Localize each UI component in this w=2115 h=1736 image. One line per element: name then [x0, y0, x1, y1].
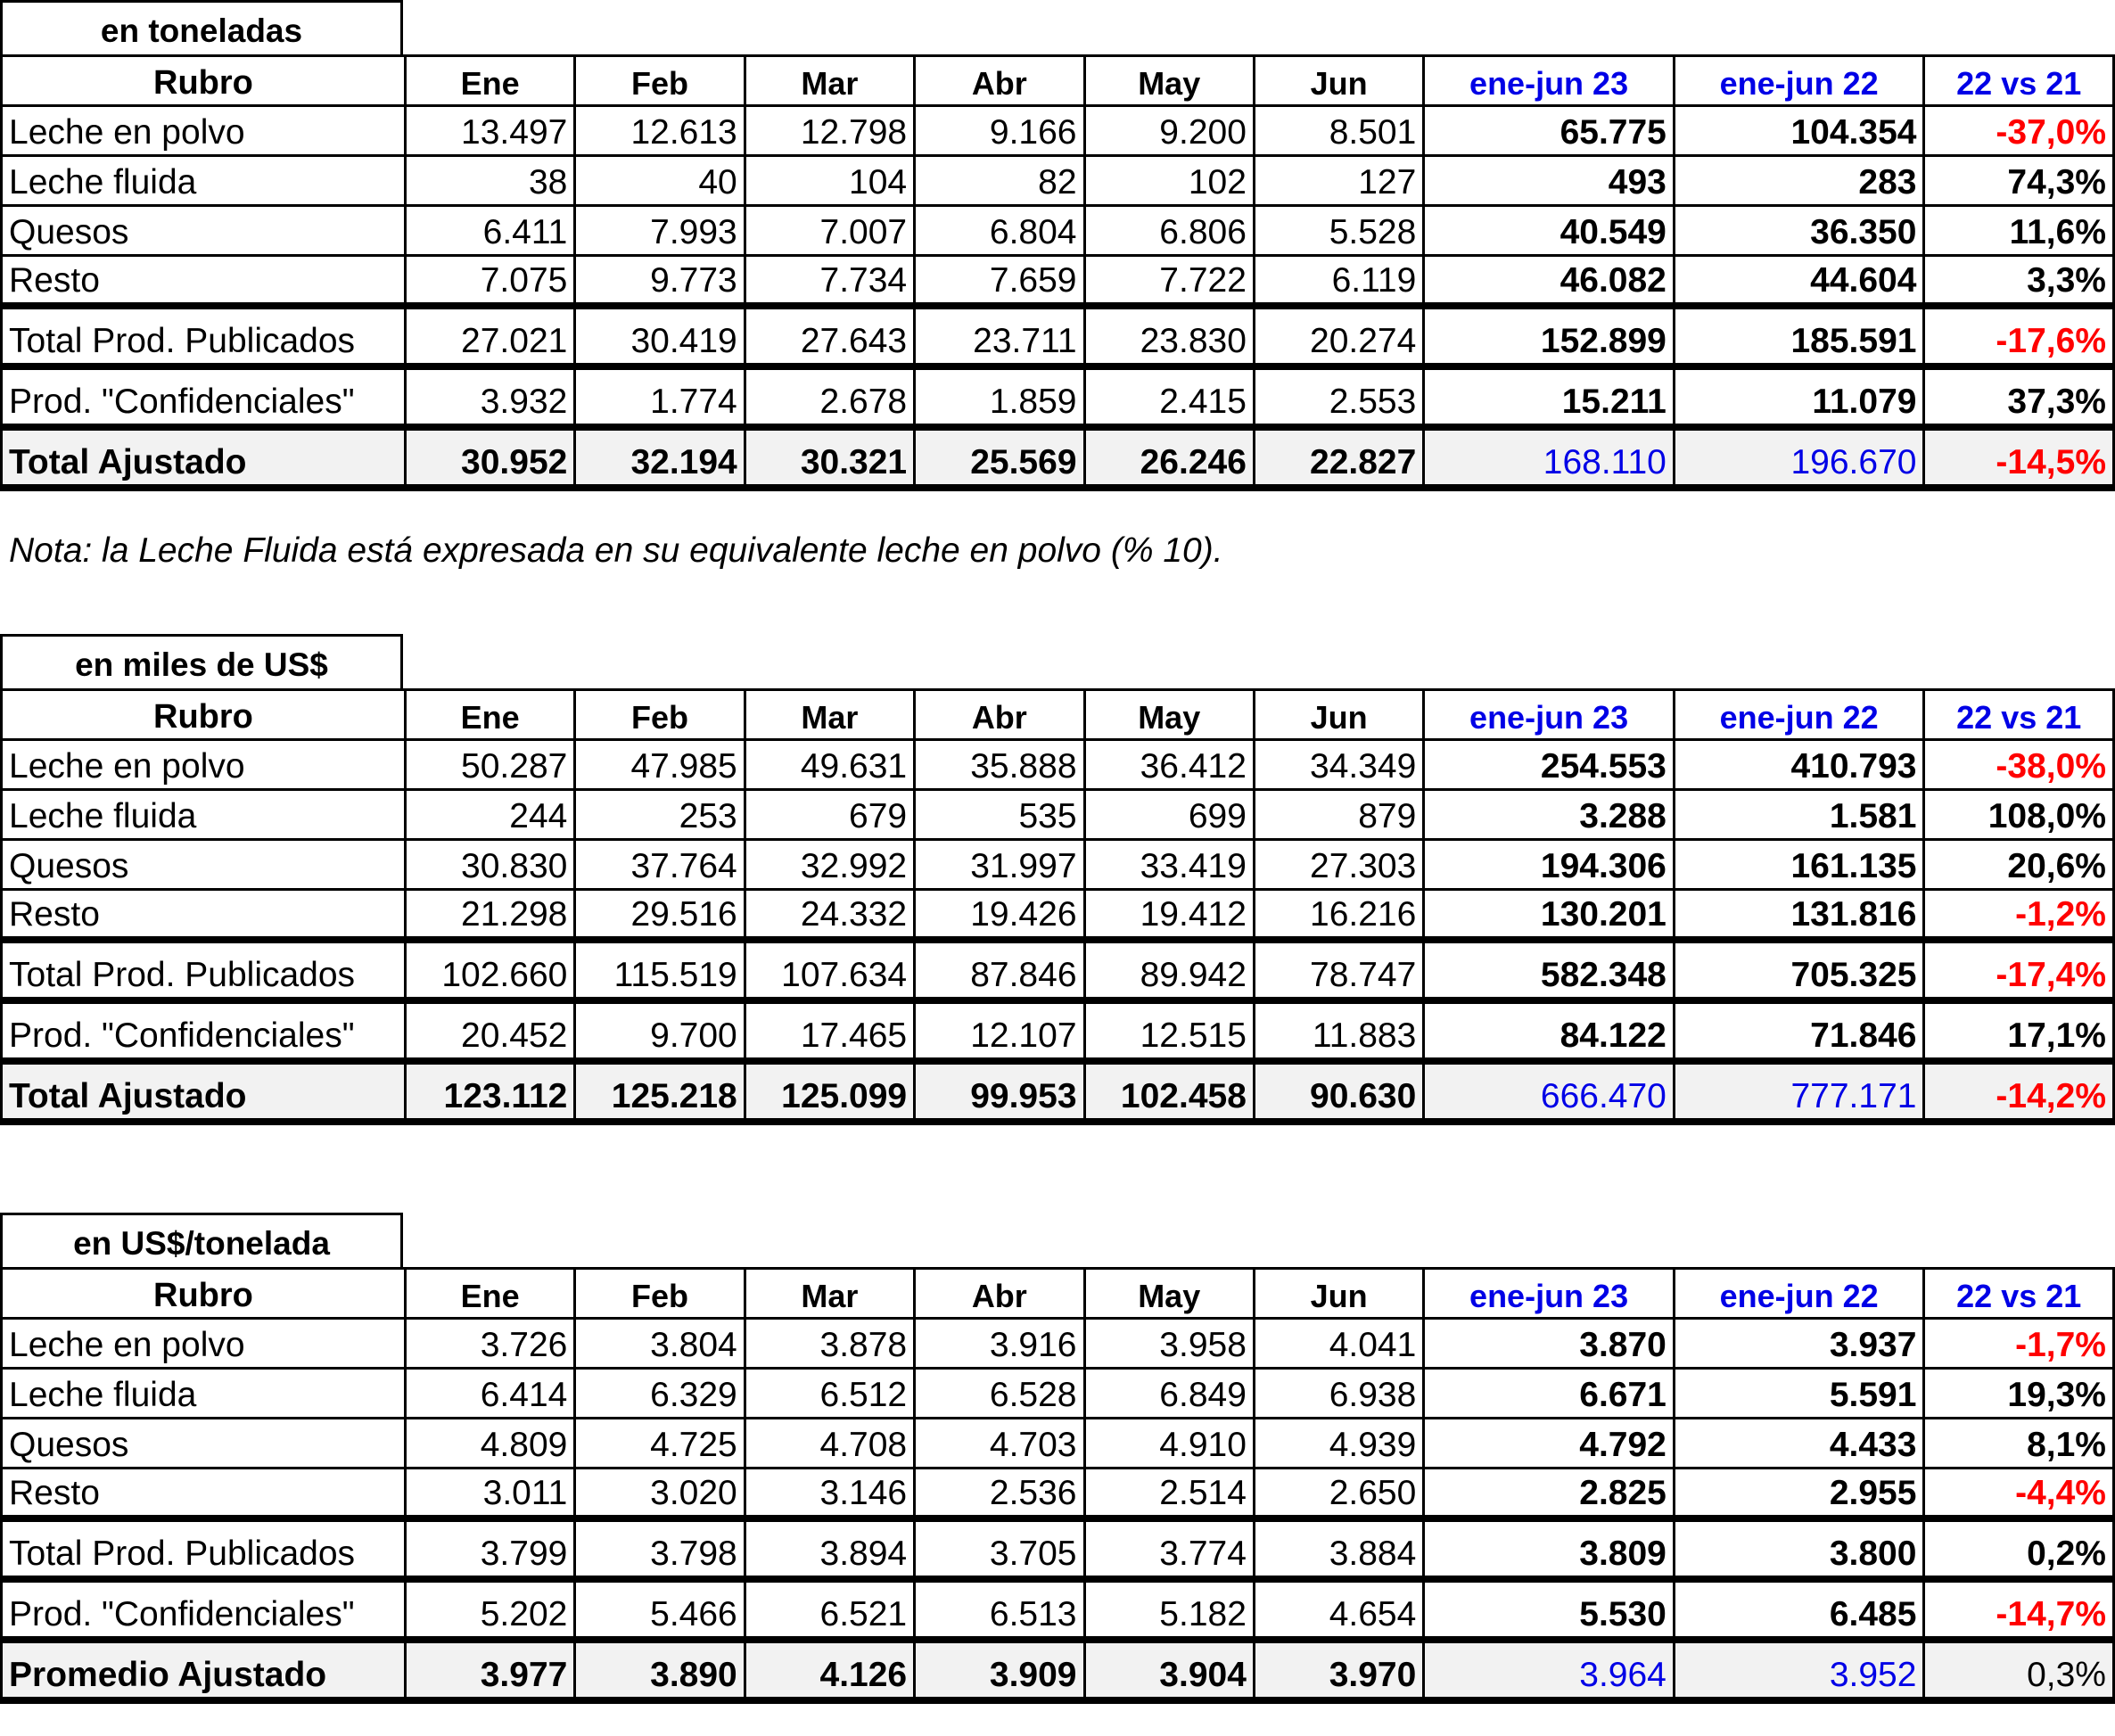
month-value-cell: 13.497 — [405, 106, 574, 156]
month-value-cell: 6.849 — [1084, 1369, 1254, 1419]
table-row — [2, 1419, 2114, 1469]
change-percent-cell: 8,1% — [1924, 1419, 2114, 1469]
month-value-cell: 27.643 — [745, 306, 914, 366]
month-value-cell: 7.722 — [1084, 256, 1254, 306]
month-value-cell: 3.799 — [405, 1518, 574, 1579]
month-value-cell: 32.194 — [575, 427, 745, 488]
table-row — [2, 790, 2114, 840]
month-value-cell: 30.952 — [405, 427, 574, 488]
row-label: Total Ajustado — [2, 1061, 406, 1122]
month-value-cell: 90.630 — [1254, 1061, 1423, 1122]
month-value-cell: 4.910 — [1084, 1419, 1254, 1469]
table-row — [2, 940, 2114, 1000]
month-value-cell: 23.830 — [1084, 306, 1254, 366]
month-value-cell: 104 — [745, 156, 914, 206]
row-label: Leche fluida — [2, 790, 406, 840]
row-label: Resto — [2, 890, 406, 940]
sum-2022-cell: 71.846 — [1674, 1000, 1924, 1061]
row-label: Total Prod. Publicados — [2, 306, 406, 366]
month-value-cell: 7.993 — [575, 206, 745, 256]
month-value-cell: 3.774 — [1084, 1518, 1254, 1579]
month-value-cell: 102 — [1084, 156, 1254, 206]
month-value-cell: 879 — [1254, 790, 1423, 840]
row-label: Quesos — [2, 206, 406, 256]
change-percent-cell: 37,3% — [1924, 366, 2114, 427]
change-percent-cell: 11,6% — [1924, 206, 2114, 256]
table-row — [2, 1369, 2114, 1419]
table-row — [2, 366, 2114, 427]
month-value-cell: 4.725 — [575, 1419, 745, 1469]
column-header: May — [1084, 690, 1254, 740]
month-value-cell: 8.501 — [1254, 106, 1423, 156]
column-header: Rubro — [2, 690, 406, 740]
sum-2023-cell: 40.549 — [1424, 206, 1675, 256]
month-value-cell: 102.458 — [1084, 1061, 1254, 1122]
sum-2022-cell: 3.952 — [1674, 1640, 1924, 1700]
row-label: Prod. "Confidenciales" — [2, 366, 406, 427]
month-value-cell: 7.734 — [745, 256, 914, 306]
month-value-cell: 50.287 — [405, 740, 574, 790]
sum-2022-cell: 185.591 — [1674, 306, 1924, 366]
month-value-cell: 21.298 — [405, 890, 574, 940]
row-label: Leche fluida — [2, 1369, 406, 1419]
month-value-cell: 115.519 — [575, 940, 745, 1000]
footnote: Nota: la Leche Fluida está expresada en su equivalente leche en polvo (% 10). — [9, 531, 1223, 570]
month-value-cell: 9.200 — [1084, 106, 1254, 156]
month-value-cell: 3.890 — [575, 1640, 745, 1700]
month-value-cell: 3.932 — [405, 366, 574, 427]
month-value-cell: 244 — [405, 790, 574, 840]
month-value-cell: 20.452 — [405, 1000, 574, 1061]
sum-2022-cell: 161.135 — [1674, 840, 1924, 890]
row-label: Promedio Ajustado — [2, 1640, 406, 1700]
month-value-cell: 6.513 — [915, 1579, 1084, 1640]
month-value-cell: 3.916 — [915, 1319, 1084, 1369]
month-value-cell: 6.806 — [1084, 206, 1254, 256]
month-value-cell: 5.466 — [575, 1579, 745, 1640]
month-value-cell: 20.274 — [1254, 306, 1423, 366]
month-value-cell: 127 — [1254, 156, 1423, 206]
month-value-cell: 3.894 — [745, 1518, 914, 1579]
month-value-cell: 4.809 — [405, 1419, 574, 1469]
month-value-cell: 36.412 — [1084, 740, 1254, 790]
sum-2023-cell: 254.553 — [1424, 740, 1675, 790]
sum-2022-cell: 3.937 — [1674, 1319, 1924, 1369]
change-percent-cell: 0,3% — [1924, 1640, 2114, 1700]
month-value-cell: 12.107 — [915, 1000, 1084, 1061]
row-label: Resto — [2, 1469, 406, 1518]
row-label: Total Prod. Publicados — [2, 1518, 406, 1579]
change-percent-cell: 74,3% — [1924, 156, 2114, 206]
table-row — [2, 890, 2114, 940]
change-percent-cell: 0,2% — [1924, 1518, 2114, 1579]
month-value-cell: 2.678 — [745, 366, 914, 427]
month-value-cell: 4.654 — [1254, 1579, 1423, 1640]
sum-2023-cell: 666.470 — [1424, 1061, 1675, 1122]
month-value-cell: 699 — [1084, 790, 1254, 840]
change-percent-cell: -38,0% — [1924, 740, 2114, 790]
month-value-cell: 4.703 — [915, 1419, 1084, 1469]
month-value-cell: 33.419 — [1084, 840, 1254, 890]
month-value-cell: 679 — [745, 790, 914, 840]
table-row — [2, 427, 2114, 488]
table-row — [2, 1469, 2114, 1518]
month-value-cell: 123.112 — [405, 1061, 574, 1122]
header-row — [2, 56, 2114, 106]
month-value-cell: 7.075 — [405, 256, 574, 306]
column-header: Abr — [915, 690, 1084, 740]
month-value-cell: 5.528 — [1254, 206, 1423, 256]
column-header: ene-jun 22 — [1674, 1269, 1924, 1319]
column-header: 22 vs 21 — [1924, 690, 2114, 740]
row-label: Quesos — [2, 840, 406, 890]
sum-2023-cell: 3.964 — [1424, 1640, 1675, 1700]
month-value-cell: 6.119 — [1254, 256, 1423, 306]
month-value-cell: 6.411 — [405, 206, 574, 256]
sum-2023-cell: 65.775 — [1424, 106, 1675, 156]
month-value-cell: 3.011 — [405, 1469, 574, 1518]
month-value-cell: 12.613 — [575, 106, 745, 156]
sum-2022-cell: 777.171 — [1674, 1061, 1924, 1122]
column-header: Ene — [405, 1269, 574, 1319]
row-label: Prod. "Confidenciales" — [2, 1579, 406, 1640]
table-row — [2, 1061, 2114, 1122]
change-percent-cell: -37,0% — [1924, 106, 2114, 156]
sum-2023-cell: 46.082 — [1424, 256, 1675, 306]
month-value-cell: 29.516 — [575, 890, 745, 940]
table-row — [2, 1640, 2114, 1700]
month-value-cell: 30.419 — [575, 306, 745, 366]
month-value-cell: 6.521 — [745, 1579, 914, 1640]
column-header: Mar — [745, 56, 914, 106]
month-value-cell: 12.515 — [1084, 1000, 1254, 1061]
table-row — [2, 1319, 2114, 1369]
month-value-cell: 3.726 — [405, 1319, 574, 1369]
table-row — [2, 256, 2114, 306]
change-percent-cell: 108,0% — [1924, 790, 2114, 840]
month-value-cell: 27.303 — [1254, 840, 1423, 890]
month-value-cell: 253 — [575, 790, 745, 840]
month-value-cell: 26.246 — [1084, 427, 1254, 488]
month-value-cell: 3.977 — [405, 1640, 574, 1700]
month-value-cell: 12.798 — [745, 106, 914, 156]
column-header: ene-jun 23 — [1424, 690, 1675, 740]
column-header: Abr — [915, 56, 1084, 106]
sum-2022-cell: 3.800 — [1674, 1518, 1924, 1579]
month-value-cell: 89.942 — [1084, 940, 1254, 1000]
sum-2023-cell: 5.530 — [1424, 1579, 1675, 1640]
month-value-cell: 3.804 — [575, 1319, 745, 1369]
column-header: Mar — [745, 1269, 914, 1319]
month-value-cell: 6.528 — [915, 1369, 1084, 1419]
month-value-cell: 30.830 — [405, 840, 574, 890]
month-value-cell: 107.634 — [745, 940, 914, 1000]
month-value-cell: 78.747 — [1254, 940, 1423, 1000]
row-label: Leche en polvo — [2, 1319, 406, 1369]
sum-2023-cell: 3.870 — [1424, 1319, 1675, 1369]
month-value-cell: 17.465 — [745, 1000, 914, 1061]
sum-2023-cell: 194.306 — [1424, 840, 1675, 890]
sum-2022-cell: 410.793 — [1674, 740, 1924, 790]
month-value-cell: 1.774 — [575, 366, 745, 427]
month-value-cell: 4.041 — [1254, 1319, 1423, 1369]
table-caption: en US$/tonelada — [0, 1213, 403, 1267]
sum-2022-cell: 196.670 — [1674, 427, 1924, 488]
month-value-cell: 3.878 — [745, 1319, 914, 1369]
column-header: ene-jun 23 — [1424, 56, 1675, 106]
month-value-cell: 25.569 — [915, 427, 1084, 488]
data-table — [0, 1267, 2115, 1704]
sum-2022-cell: 104.354 — [1674, 106, 1924, 156]
month-value-cell: 102.660 — [405, 940, 574, 1000]
month-value-cell: 3.884 — [1254, 1518, 1423, 1579]
column-header: Ene — [405, 56, 574, 106]
month-value-cell: 9.700 — [575, 1000, 745, 1061]
row-label: Total Ajustado — [2, 427, 406, 488]
month-value-cell: 3.798 — [575, 1518, 745, 1579]
column-header: ene-jun 22 — [1674, 56, 1924, 106]
month-value-cell: 3.970 — [1254, 1640, 1423, 1700]
sum-2023-cell: 3.809 — [1424, 1518, 1675, 1579]
column-header: May — [1084, 1269, 1254, 1319]
month-value-cell: 99.953 — [915, 1061, 1084, 1122]
month-value-cell: 6.414 — [405, 1369, 574, 1419]
month-value-cell: 3.020 — [575, 1469, 745, 1518]
month-value-cell: 38 — [405, 156, 574, 206]
table-row — [2, 1518, 2114, 1579]
month-value-cell: 2.536 — [915, 1469, 1084, 1518]
row-label: Total Prod. Publicados — [2, 940, 406, 1000]
table-row — [2, 1579, 2114, 1640]
sum-2022-cell: 1.581 — [1674, 790, 1924, 840]
month-value-cell: 11.883 — [1254, 1000, 1423, 1061]
change-percent-cell: -4,4% — [1924, 1469, 2114, 1518]
sum-2022-cell: 131.816 — [1674, 890, 1924, 940]
column-header: Jun — [1254, 56, 1423, 106]
month-value-cell: 37.764 — [575, 840, 745, 890]
sum-2023-cell: 168.110 — [1424, 427, 1675, 488]
month-value-cell: 7.007 — [745, 206, 914, 256]
change-percent-cell: -17,4% — [1924, 940, 2114, 1000]
row-label: Leche en polvo — [2, 740, 406, 790]
table-row — [2, 106, 2114, 156]
month-value-cell: 3.705 — [915, 1518, 1084, 1579]
sum-2023-cell: 582.348 — [1424, 940, 1675, 1000]
column-header: Rubro — [2, 56, 406, 106]
month-value-cell: 9.773 — [575, 256, 745, 306]
month-value-cell: 1.859 — [915, 366, 1084, 427]
column-header: Feb — [575, 690, 745, 740]
sum-2023-cell: 130.201 — [1424, 890, 1675, 940]
month-value-cell: 87.846 — [915, 940, 1084, 1000]
month-value-cell: 31.997 — [915, 840, 1084, 890]
month-value-cell: 4.126 — [745, 1640, 914, 1700]
month-value-cell: 24.332 — [745, 890, 914, 940]
table-caption: en miles de US$ — [0, 634, 403, 688]
sum-2022-cell: 283 — [1674, 156, 1924, 206]
column-header: 22 vs 21 — [1924, 56, 2114, 106]
column-header: Rubro — [2, 1269, 406, 1319]
sum-2022-cell: 2.955 — [1674, 1469, 1924, 1518]
sum-2023-cell: 3.288 — [1424, 790, 1675, 840]
change-percent-cell: 20,6% — [1924, 840, 2114, 890]
row-label: Prod. "Confidenciales" — [2, 1000, 406, 1061]
table-row — [2, 840, 2114, 890]
change-percent-cell: -14,5% — [1924, 427, 2114, 488]
change-percent-cell: 3,3% — [1924, 256, 2114, 306]
month-value-cell: 5.202 — [405, 1579, 574, 1640]
month-value-cell: 6.329 — [575, 1369, 745, 1419]
month-value-cell: 22.827 — [1254, 427, 1423, 488]
sum-2022-cell: 11.079 — [1674, 366, 1924, 427]
change-percent-cell: -1,2% — [1924, 890, 2114, 940]
table-caption: en toneladas — [0, 0, 403, 54]
month-value-cell: 27.021 — [405, 306, 574, 366]
month-value-cell: 32.992 — [745, 840, 914, 890]
column-header: Mar — [745, 690, 914, 740]
column-header: Ene — [405, 690, 574, 740]
sum-2023-cell: 15.211 — [1424, 366, 1675, 427]
sum-2023-cell: 152.899 — [1424, 306, 1675, 366]
sum-2022-cell: 5.591 — [1674, 1369, 1924, 1419]
column-header: Feb — [575, 1269, 745, 1319]
sum-2022-cell: 36.350 — [1674, 206, 1924, 256]
month-value-cell: 2.650 — [1254, 1469, 1423, 1518]
month-value-cell: 30.321 — [745, 427, 914, 488]
sum-2023-cell: 493 — [1424, 156, 1675, 206]
month-value-cell: 82 — [915, 156, 1084, 206]
sum-2023-cell: 6.671 — [1424, 1369, 1675, 1419]
month-value-cell: 49.631 — [745, 740, 914, 790]
month-value-cell: 7.659 — [915, 256, 1084, 306]
month-value-cell: 16.216 — [1254, 890, 1423, 940]
row-label: Quesos — [2, 1419, 406, 1469]
month-value-cell: 34.349 — [1254, 740, 1423, 790]
table-row — [2, 156, 2114, 206]
row-label: Resto — [2, 256, 406, 306]
month-value-cell: 35.888 — [915, 740, 1084, 790]
month-value-cell: 6.804 — [915, 206, 1084, 256]
month-value-cell: 4.939 — [1254, 1419, 1423, 1469]
column-header: ene-jun 23 — [1424, 1269, 1675, 1319]
column-header: May — [1084, 56, 1254, 106]
column-header: Jun — [1254, 690, 1423, 740]
change-percent-cell: -17,6% — [1924, 306, 2114, 366]
month-value-cell: 23.711 — [915, 306, 1084, 366]
month-value-cell: 535 — [915, 790, 1084, 840]
month-value-cell: 2.553 — [1254, 366, 1423, 427]
change-percent-cell: 17,1% — [1924, 1000, 2114, 1061]
month-value-cell: 2.415 — [1084, 366, 1254, 427]
sum-2023-cell: 84.122 — [1424, 1000, 1675, 1061]
row-label: Leche fluida — [2, 156, 406, 206]
month-value-cell: 125.099 — [745, 1061, 914, 1122]
change-percent-cell: -14,7% — [1924, 1579, 2114, 1640]
header-row — [2, 1269, 2114, 1319]
data-table — [0, 688, 2115, 1125]
change-percent-cell: 19,3% — [1924, 1369, 2114, 1419]
month-value-cell: 3.909 — [915, 1640, 1084, 1700]
column-header: ene-jun 22 — [1674, 690, 1924, 740]
sum-2022-cell: 705.325 — [1674, 940, 1924, 1000]
month-value-cell: 6.512 — [745, 1369, 914, 1419]
month-value-cell: 19.426 — [915, 890, 1084, 940]
month-value-cell: 40 — [575, 156, 745, 206]
table-row — [2, 1000, 2114, 1061]
month-value-cell: 47.985 — [575, 740, 745, 790]
sum-2022-cell: 4.433 — [1674, 1419, 1924, 1469]
table-row — [2, 206, 2114, 256]
sum-2023-cell: 2.825 — [1424, 1469, 1675, 1518]
change-percent-cell: -1,7% — [1924, 1319, 2114, 1369]
month-value-cell: 4.708 — [745, 1419, 914, 1469]
sum-2022-cell: 6.485 — [1674, 1579, 1924, 1640]
column-header: Feb — [575, 56, 745, 106]
data-table — [0, 54, 2115, 491]
month-value-cell: 6.938 — [1254, 1369, 1423, 1419]
column-header: Jun — [1254, 1269, 1423, 1319]
month-value-cell: 3.958 — [1084, 1319, 1254, 1369]
month-value-cell: 125.218 — [575, 1061, 745, 1122]
sum-2023-cell: 4.792 — [1424, 1419, 1675, 1469]
month-value-cell: 5.182 — [1084, 1579, 1254, 1640]
month-value-cell: 3.146 — [745, 1469, 914, 1518]
month-value-cell: 3.904 — [1084, 1640, 1254, 1700]
month-value-cell: 2.514 — [1084, 1469, 1254, 1518]
table-row — [2, 740, 2114, 790]
column-header: Abr — [915, 1269, 1084, 1319]
column-header: 22 vs 21 — [1924, 1269, 2114, 1319]
table-row — [2, 306, 2114, 366]
row-label: Leche en polvo — [2, 106, 406, 156]
month-value-cell: 19.412 — [1084, 890, 1254, 940]
month-value-cell: 9.166 — [915, 106, 1084, 156]
change-percent-cell: -14,2% — [1924, 1061, 2114, 1122]
header-row — [2, 690, 2114, 740]
sum-2022-cell: 44.604 — [1674, 256, 1924, 306]
